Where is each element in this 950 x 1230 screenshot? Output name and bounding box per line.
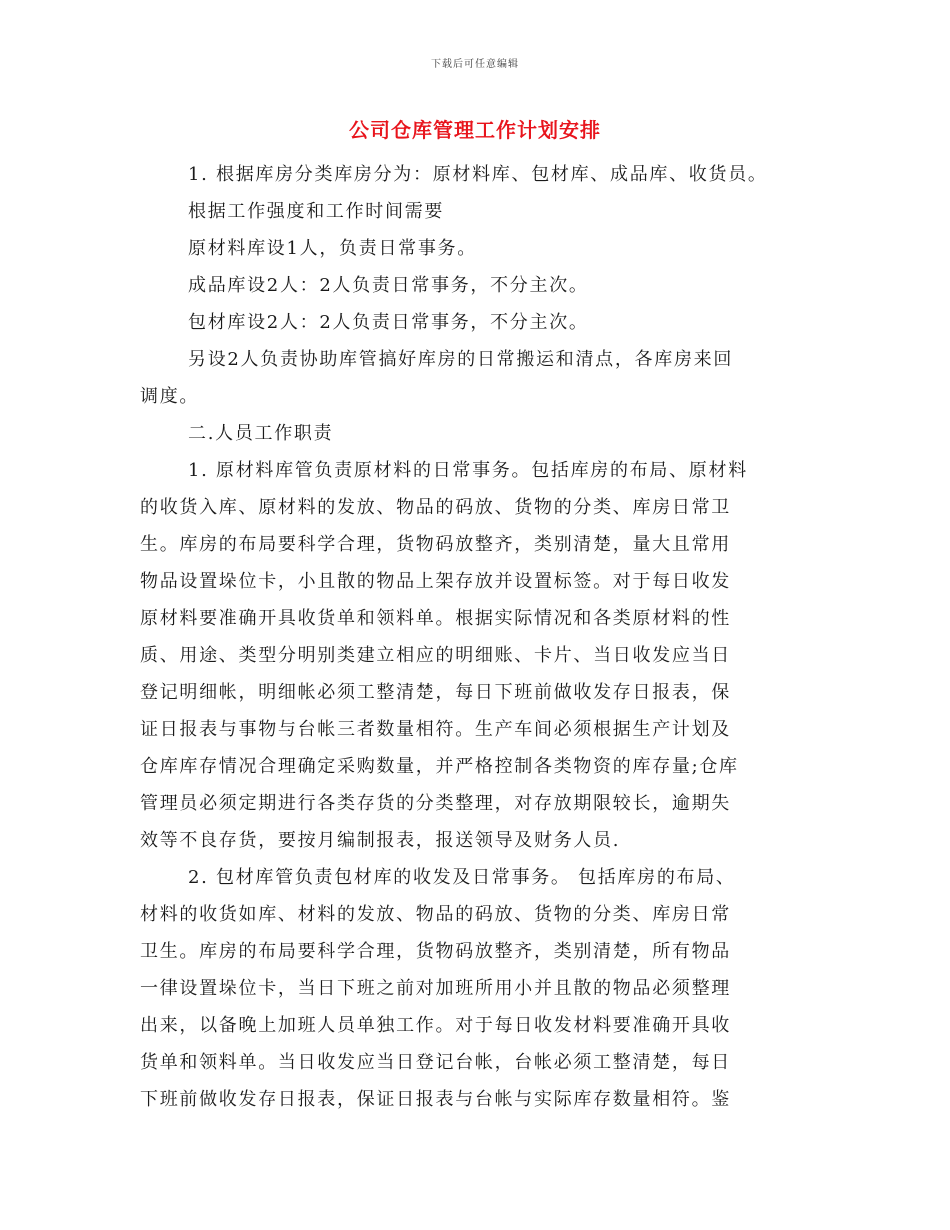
text-line: 生。库房的布局要科学合理，货物码放整齐，类别清楚，量大且常用 (140, 534, 731, 555)
text-line: 1. 根据库房分类库房分为：原材料库、包材库、成品库、收货员。 (188, 164, 768, 185)
text-line: 2. 包材库管负责包材库的收发及日常事务。 包括库房的布局、 (188, 867, 736, 888)
text-line: 质、用途、类型分明别类建立相应的明细账、卡片、当日收发应当日 (140, 645, 731, 666)
text-line: 管理员必须定期进行各类存货的分类整理，对存放期限较长，逾期失 (140, 793, 731, 814)
text-line: 1. 原材料库管负责原材料的日常事务。包括库房的布局、原材料 (188, 460, 748, 481)
text-line: 效等不良存货，要按月编制报表，报送领导及财务人员. (140, 830, 621, 851)
text-line: 调度。 (140, 386, 200, 407)
text-line: 一律设置垛位卡，当日下班之前对加班所用小并且散的物品必须整理 (140, 978, 731, 999)
text-line: 的收货入库、原材料的发放、物品的码放、货物的分类、库房日常卫 (140, 497, 731, 518)
text-line: 证日报表与事物与台帐三者数量相符。生产车间必须根据生产计划及 (140, 719, 731, 740)
text-line: 下班前做收发存日报表，保证日报表与台帐与实际库存数量相符。鉴 (140, 1089, 731, 1110)
page-header: 下载后可任意编辑 (431, 59, 519, 70)
text-line: 原材料要准确开具收货单和领料单。根据实际情况和各类原材料的性 (140, 608, 731, 629)
text-line: 卫生。库房的布局要科学合理，货物码放整齐，类别清楚，所有物品 (140, 941, 731, 962)
text-line: 根据工作强度和工作时间需要 (188, 201, 445, 222)
text-line: 物品设置垛位卡，小且散的物品上架存放并设置标签。对于每日收发 (140, 571, 731, 592)
document-body (140, 156, 812, 1118)
text-line: 仓库库存情况合理确定采购数量，并严格控制各类物资的库存量;仓库 (140, 756, 739, 777)
text-line: 包材库设2人：2人负责日常事务，不分主次。 (188, 312, 589, 333)
text-line: 出来，以备晚上加班人员单独工作。对于每日收发材料要准确开具收 (140, 1015, 731, 1036)
text-line: 成品库设2人：2人负责日常事务，不分主次。 (188, 275, 589, 296)
text-line: 原材料库设1人，负责日常事务。 (188, 238, 477, 259)
text-line: 材料的收货如库、材料的发放、物品的码放、货物的分类、库房日常 (140, 904, 731, 925)
document-title: 公司仓库管理工作计划安排 (349, 118, 601, 142)
text-line: 货单和领料单。当日收发应当日登记台帐，台帐必须工整清楚，每日 (140, 1052, 731, 1073)
text-line: 登记明细帐，明细帐必须工整清楚，每日下班前做收发存日报表，保 (140, 682, 731, 703)
text-line: 另设2人负责协助库管搞好库房的日常搬运和清点，各库房来回 (188, 349, 734, 370)
text-line: 二.人员工作职责 (188, 423, 334, 444)
